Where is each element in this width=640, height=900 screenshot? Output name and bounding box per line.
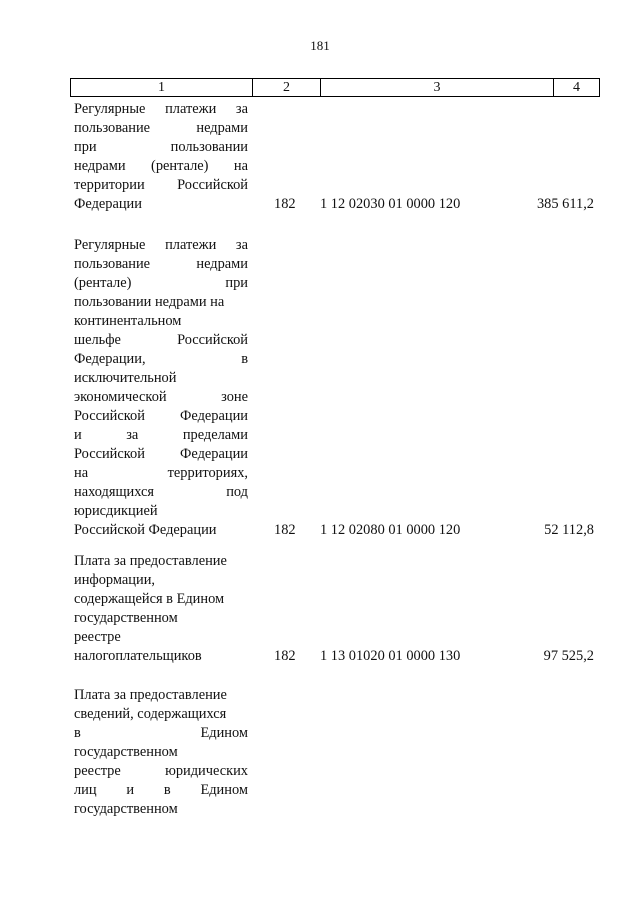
- description-word: государственном: [74, 801, 178, 817]
- row-code: 182: [274, 522, 296, 538]
- description-line: [74, 157, 248, 176]
- description-word: (рентале): [151, 158, 209, 174]
- row-code: 182: [274, 648, 296, 664]
- description-line: [74, 236, 248, 255]
- description-word: Федерации,: [74, 351, 146, 367]
- description-word: под: [226, 484, 248, 500]
- row-amount: 385 611,2: [536, 196, 594, 212]
- description-line: [74, 255, 248, 274]
- description-line: [74, 552, 248, 571]
- description-line: [74, 464, 248, 483]
- description-word: реестре: [74, 763, 121, 779]
- description-word: Федерации: [74, 196, 142, 212]
- column-header-2: 2: [253, 79, 321, 96]
- row-kbk: 1 13 01020 01 0000 130: [320, 648, 461, 664]
- description-word: недрами: [74, 158, 126, 174]
- description-word: Регулярные: [74, 101, 146, 117]
- row-kbk: 1 12 02080 01 0000 120: [320, 522, 461, 538]
- description-word: территории: [74, 177, 145, 193]
- description-line: [74, 138, 248, 157]
- description-line: [74, 369, 248, 388]
- description-line: [74, 781, 248, 800]
- row-description: [74, 100, 248, 214]
- description-word: за: [235, 237, 248, 253]
- description-word: информации,: [74, 572, 155, 588]
- description-word: экономической: [74, 389, 167, 405]
- description-word: реестре: [74, 629, 121, 645]
- description-word: платежи: [165, 101, 217, 117]
- description-line: [74, 647, 248, 666]
- description-word: Едином: [200, 725, 248, 741]
- description-word: при: [225, 275, 248, 291]
- description-word: на: [74, 465, 89, 481]
- description-line: [74, 176, 248, 195]
- row-code: 182: [274, 196, 296, 212]
- page-number: 181: [310, 38, 330, 53]
- column-header-1: 1: [71, 79, 253, 96]
- description-word: шельфе: [74, 332, 121, 348]
- description-word: и: [74, 427, 82, 443]
- description-word: Едином: [200, 782, 248, 798]
- row-description: [74, 686, 248, 819]
- description-word: за: [235, 101, 248, 117]
- description-line: [74, 407, 248, 426]
- row-description: [74, 236, 248, 540]
- description-line: [74, 100, 248, 119]
- description-line: [74, 195, 248, 214]
- row-amount: 52 112,8: [544, 522, 594, 538]
- description-line: [74, 293, 248, 312]
- description-word: Плата за предоставление: [74, 687, 227, 703]
- description-word: юрисдикцией: [74, 503, 158, 519]
- description-word: на: [233, 158, 248, 174]
- description-word: юридических: [165, 763, 248, 779]
- description-line: [74, 743, 248, 762]
- description-word: Федерации: [180, 408, 248, 424]
- description-word: находящихся: [74, 484, 155, 500]
- description-word: государственном: [74, 744, 178, 760]
- description-word: Российской: [177, 332, 248, 348]
- description-line: [74, 350, 248, 369]
- description-word: территориях,: [167, 465, 248, 481]
- description-word: при: [74, 139, 97, 155]
- description-word: государственном: [74, 610, 178, 626]
- description-word: содержащейся в Едином: [74, 591, 225, 607]
- description-word: пользование: [74, 256, 151, 272]
- description-word: исключительной: [74, 370, 177, 386]
- description-line: [74, 331, 248, 350]
- description-word: Регулярные: [74, 237, 146, 253]
- description-line: [74, 521, 248, 540]
- description-word: Плата за предоставление: [74, 553, 227, 569]
- description-word: континентальном: [74, 313, 182, 329]
- description-word: (рентале): [74, 275, 132, 291]
- description-line: [74, 724, 248, 743]
- description-word: сведений, содержащихся: [74, 706, 227, 722]
- description-line: [74, 388, 248, 407]
- description-line: [74, 628, 248, 647]
- description-word: в: [74, 725, 81, 741]
- description-line: [74, 312, 248, 331]
- description-word: и: [126, 782, 135, 798]
- row-kbk: 1 12 02030 01 0000 120: [320, 196, 461, 212]
- table-header: [70, 78, 600, 97]
- description-word: пользовании: [170, 139, 248, 155]
- description-word: налогоплательщиков: [74, 648, 202, 664]
- description-line: [74, 705, 248, 724]
- description-line: [74, 445, 248, 464]
- description-line: [74, 590, 248, 609]
- description-word: недрами: [196, 256, 248, 272]
- description-line: [74, 686, 248, 705]
- description-word: Российской: [74, 446, 145, 462]
- description-word: Российской Федерации: [74, 522, 217, 538]
- description-line: [74, 426, 248, 445]
- description-word: Федерации: [180, 446, 248, 462]
- row-description: [74, 552, 248, 666]
- description-word: в: [241, 351, 248, 367]
- description-line: [74, 571, 248, 590]
- column-header-3: 3: [321, 79, 554, 96]
- description-word: недрами: [196, 120, 248, 136]
- description-word: пользование: [74, 120, 151, 136]
- description-line: [74, 609, 248, 628]
- description-word: платежи: [165, 237, 217, 253]
- description-word: в: [163, 782, 171, 798]
- description-line: [74, 800, 248, 819]
- column-header-4: 4: [573, 80, 580, 95]
- row-amount: 97 525,2: [543, 648, 594, 664]
- description-line: [74, 502, 248, 521]
- description-word: зоне: [221, 389, 248, 405]
- description-line: [74, 119, 248, 138]
- description-word: Российской: [177, 177, 248, 193]
- description-word: за: [126, 427, 139, 443]
- description-word: пользовании недрами на: [74, 294, 225, 310]
- description-line: [74, 274, 248, 293]
- description-word: Российской: [74, 408, 145, 424]
- description-word: лиц: [74, 782, 97, 798]
- description-line: [74, 483, 248, 502]
- description-word: пределами: [182, 427, 248, 443]
- description-line: [74, 762, 248, 781]
